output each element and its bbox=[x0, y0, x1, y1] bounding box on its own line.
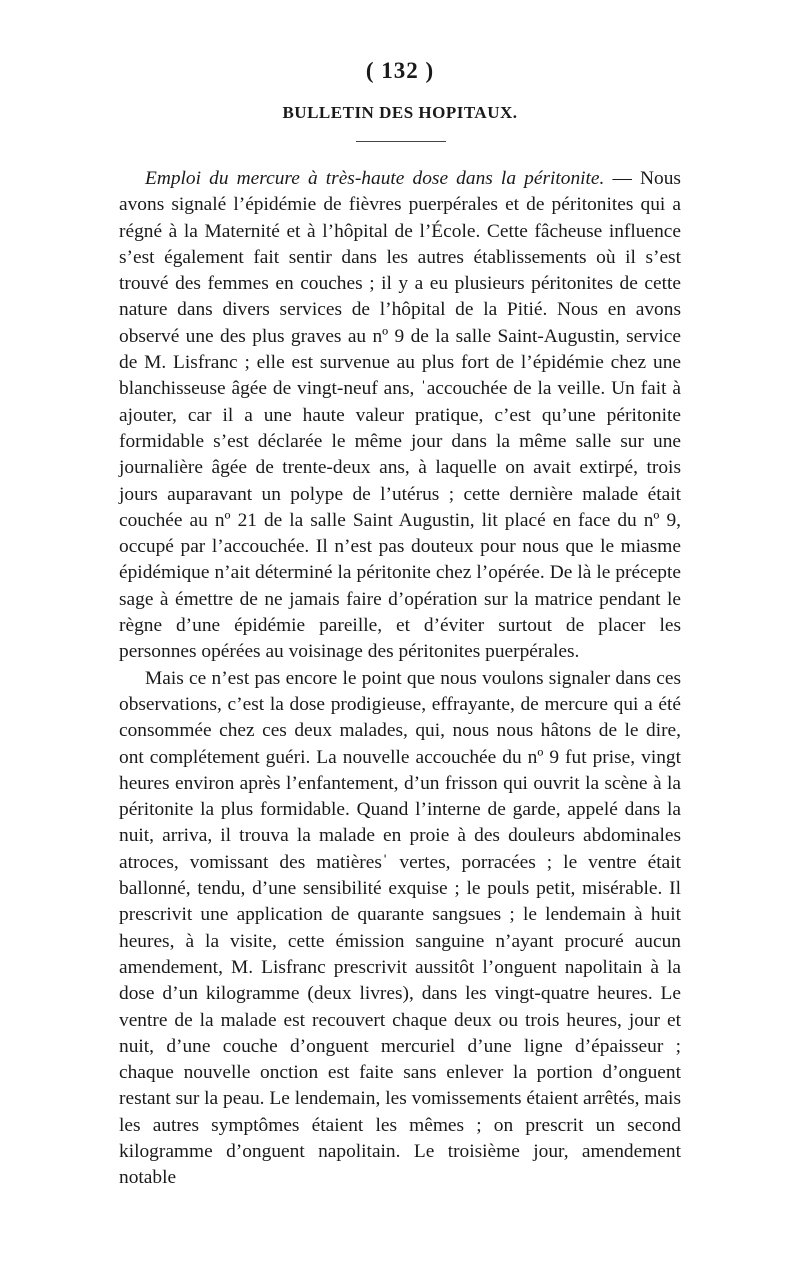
paragraph-1 bbox=[119, 166, 681, 666]
paragraph-2: Mais ce n’est pas encore le point que nous voulons signaler dans ces observations, c’est la dose prodigieuse, effrayante, de mercure qui a été consommée chez ces deux malades, qui, nous nous hâtons de le dire, ont complétement guéri. La nouvelle accouchée du nº 9 fut prise, vingt heures environ après l’enfantement, d’un frisson qui ouvrit la scène à la péritonite la plus formidable. Quand l’interne de garde, appelé dans la nuit, arriva, il trouva la malade en proie à des douleurs abdominales atroces, vomissant des matièresˈ vertes, porracées ; le ventre était ballonné, tendu, d’une sensibilité exquise ; le pouls petit, misérable. Il prescrivit une application de quarante sangsues ; le lendemain à huit heures, à la visite, cette émission sanguine n’ayant procuré aucun amendement, M. Lisfranc prescrivit aussitôt l’onguent napolitain à la dose d’un kilogramme (deux livres), dans les vingt-quatre heures. Le ventre de la malade est recouvert chaque deux ou trois heures, jour et nuit, d’une couche d’onguent mercuriel d’une ligne d’épaisseur ; chaque nouvelle onction est faite sans enlever la portion d’onguent restant sur la peau. Le lendemain, les vomissements étaient arrêtés, mais les autres symptômes étaient les mêmes ; on prescrit un second kilogramme d’onguent napolitain. Le troisième jour, amendement notable bbox=[119, 667, 681, 1189]
page-number: ( 132 ) bbox=[365, 58, 435, 83]
paragraph-1-text: Nous avons signalé l’épidémie de fièvres puerpérales et de péritonites qui a régné à la Maternité et à l’hôpital de l’École. Cette fâcheuse influence s’est également fait sentir dans les autres établissements où il s’est trouvé des femmes en couches ; il y a eu plusieurs péritonites de cette nature dans divers services de l’hôpital de la Pitié. Nous en avons observé une des plus graves au nº 9 de la salle Saint-Augustin, service de M. Lisfranc ; elle est survenue au plus fort de l’épidémie chez une blanchisseuse âgée de vingt-neuf ans, ˈaccouchée de la veille. Un fait à ajouter, car il a une haute valeur pratique, c’est qu’une péritonite formidable s’est déclarée le même jour dans la même salle sur une journalière âgée de trente-deux ans, à laquelle on avait extirpé, trois jours auparavant un polype de l’utérus ; cette dernière malade était couchée au nº 21 de la salle Saint Augustin, lit placé en face du nº 9, occupé par l’accouchée. Il n’est pas douteux pour nous que le miasme épidémique n’ait déterminé la péritonite chez l’opérée. De là le précepte sage à émettre de ne jamais faire d’opération sur la matrice pendant le règne d’une épidémie pareille, et d’éviter surtout de placer les personnes opérées au voisinage des péritonites puerpérales. bbox=[119, 168, 681, 663]
running-head: BULLETIN DES HOPITAUX. bbox=[282, 103, 518, 122]
article-body bbox=[119, 166, 681, 1192]
article-lead-title: Emploi du mercure à très-haute dose dans la péritonite. bbox=[145, 168, 605, 189]
header-rule bbox=[356, 141, 446, 142]
lead-dash: — bbox=[604, 168, 641, 189]
